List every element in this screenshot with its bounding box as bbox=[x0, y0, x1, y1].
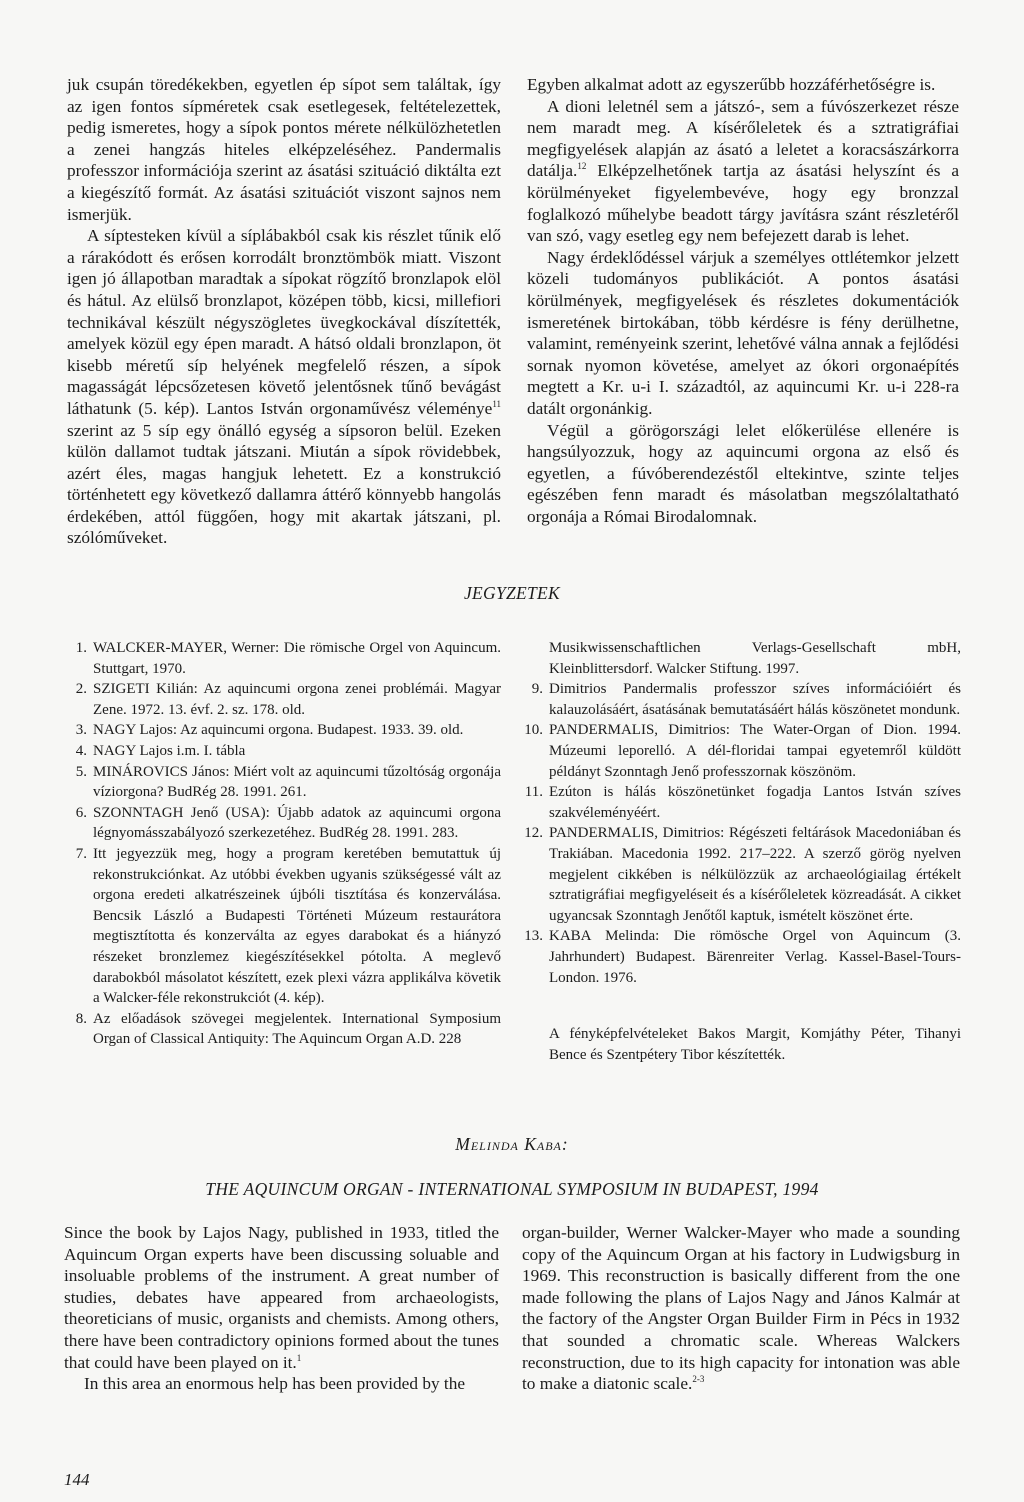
paragraph-text: organ-builder, Werner Walcker-Mayer who made a sounding copy of the Aquincum Organ at his factory in Ludwigsburg in 1969. This reconstruction is basically different from the one made following the plans of Lajos Nagy and János Kalmár at the factory of the Angster Organ Builder Firm in Pécs in 1932 that sounded a chromatic scale. Whereas Walckers reconstruction, due to its high capacity for intonation was able to make a diatonic scale. bbox=[522, 1223, 960, 1394]
notes-left-column bbox=[63, 638, 501, 1050]
footnote-ref: 12 bbox=[577, 161, 587, 172]
note-item bbox=[63, 762, 501, 803]
note-number: 3. bbox=[75, 722, 87, 739]
note-number: 10. bbox=[524, 722, 543, 739]
note-number: 5. bbox=[75, 763, 87, 780]
note-number: 9. bbox=[531, 681, 543, 698]
paragraph bbox=[67, 225, 501, 549]
paragraph: juk csupán töredékekben, egyetlen ép sípot sem találtak, így az igen fontos sípméretek csak esetlegesek, feltételezettek, pedig ismeretes, hogy a sípok pontos mérete nélkülözhetetlen a zenei hangzás hiteles elképzeléséhez. Pandermalis professzor információja szerint az ásatási szituáció diktálta ezt a kiegészítő formát. Az ásatási szituációt viszont sajnos nem ismerjük. bbox=[67, 75, 501, 224]
paragraph: Egyben alkalmat adott az egyszerűbb hozzáférhetőségre is. bbox=[527, 75, 936, 94]
note-item bbox=[63, 741, 501, 762]
footnote-ref: 11 bbox=[492, 399, 501, 410]
note-number: 7. bbox=[75, 845, 87, 862]
paragraph: Nagy érdeklődéssel várjuk a személyes ottlétemkor jelzett közeli tudományos publikációt. A pontos ásatási körülmények, megfigyelések és részletes dokumentációk ismeretének birtokában, több kérdésre is fény derülhetne, valamint, reményeink szerint, lehetővé válna annak a fejlődési sornak nyomon követése, amelyet az ókori orgonaépítés megtett a Kr. u-i I. századtól, az aquincumi Kr. u-i 228-ra datált orgonánkig. bbox=[527, 247, 959, 418]
page-number: 144 bbox=[64, 1470, 90, 1489]
note-text: Ezúton is hálás köszönetünket fogadja Lantos István szíves szakvéleményéért. bbox=[549, 784, 961, 821]
note-item bbox=[63, 679, 501, 720]
paragraph bbox=[64, 1222, 499, 1373]
note-item bbox=[519, 720, 961, 782]
paragraph-text: A síptesteken kívül a síplábakból csak kis részlet tűnik elő a rárakódott és erősen korrodált bronztömbök miatt. Viszont igen jó állapotban maradtak a sípokat rögzítő bronzlapok elöl és hátul. Az elülső bronzlapot, középen több, kicsi, millefiori technikával készült négyszögletes üvegkockával díszítették, amelyek közül egy épen maradt. A hátsó oldali bronzlapon, öt kisebb méretű síp helyének megfelelő részen, a sípok magasságát lépcsőzetesen követő jelentősnek tűnő bevágást láthatunk (5. kép). Lantos István orgonaművész véleménye bbox=[67, 226, 501, 418]
note-item bbox=[519, 823, 961, 926]
paragraph-text: A dioni leletnél sem a játszó-, sem a fúvószerkezet része nem maradt meg. A kísérőleletek és a sztratigráfiai megfigyelések alapján az ásató a leletet a koracsászárkorra datálja. bbox=[527, 96, 959, 181]
note-text: MINÁROVICS János: Miért volt az aquincumi tűzoltóság orgonája víziorgona? BudRég 28. 1991. 261. bbox=[93, 763, 501, 801]
note-number: 11. bbox=[524, 784, 543, 801]
note-text: SZIGETI Kilián: Az aquincumi orgona zenei problémái. Magyar Zene. 1972. 13. évf. 2. sz. 178. old. bbox=[93, 681, 501, 718]
footnote-ref: 1 bbox=[296, 1352, 302, 1363]
note-number: 2. bbox=[75, 681, 87, 698]
note-text: PANDERMALIS, Dimitrios: Régészeti feltárások Macedoniában és Trakiában. Macedonia 1992. 217–222. A szerző görög nyelven megjelent cikkében is nélkülözzük az archaeológiailag értékelt sztratigráfiai megfigyeléseit és a kísérőleletek közreadását. A cikket ugyancsak Szonntagh Jenőtől kaptuk, ismételt köszönet érte. bbox=[549, 825, 961, 924]
paragraph bbox=[522, 1222, 960, 1395]
note-item bbox=[63, 1009, 501, 1050]
author-name: Melinda Kaba: bbox=[455, 1134, 569, 1154]
article-title: THE AQUINCUM ORGAN - INTERNATIONAL SYMPOSIUM IN BUDAPEST, 1994 bbox=[205, 1179, 819, 1199]
note-item bbox=[63, 844, 501, 1009]
note-text: Itt jegyezzük meg, hogy a program keretében bemutattuk új rekonstrukciónkat. Az utóbbi években ugyanis szükségessé vált az orgona eredeti alkatrészeinek újbóli tisztítása és konzerválása. Bencsik László a Budapesti Történeti Múzeum restaurátora megtisztította és konzerválta az egyes darabokat és a hiányzó részeket bronzlemez kiegészítésekkel pótolta. A meglevő darabokból másolatot készített, ezek plexi vázra applikálva követik a Walcker-féle rekonstrukciót (4. kép). bbox=[93, 845, 501, 1007]
hungarian-left-column bbox=[67, 74, 501, 549]
note-number: 6. bbox=[75, 804, 87, 821]
note-item bbox=[63, 638, 501, 679]
english-left-column bbox=[64, 1222, 499, 1395]
note-continuation: Musikwissenschaftlichen Verlags-Gesellschaft mbH, Kleinblittersdorf. Walcker Stiftung. 1997. bbox=[549, 640, 961, 677]
paragraph bbox=[527, 96, 959, 247]
note-item bbox=[63, 803, 501, 844]
footnote-ref: 2-3 bbox=[692, 1374, 705, 1385]
notes-heading: JEGYZETEK bbox=[463, 583, 561, 603]
note-text: KABA Melinda: Die römösche Orgel von Aquincum (3. Jahrhundert) Budapest. Bärenreiter Verlag. Kassel-Basel-Tours-London. 1976. bbox=[549, 928, 961, 986]
note-text: SZONNTAGH Jenő (USA): Újabb adatok az aquincumi orgona légnyomásszabályozó szerkezetéhez. BudRég 28. 1991. 283. bbox=[93, 804, 501, 842]
note-text: NAGY Lajos i.m. I. tábla bbox=[93, 742, 246, 759]
paragraph-text: szerint az 5 síp egy önálló egység a sípsoron belül. Ezeken külön dallamot tudtak játszani. Miután a sípok rövidebbek, azért éles, magas hangjuk lehetett. Ez a konstrukció történhetett egy következő dallamra áttérő könnyebb hangolás érdekében, attól függően, hogy mit akartak játszani, pl. szólóműveket. bbox=[67, 420, 501, 548]
note-text: NAGY Lajos: Az aquincumi orgona. Budapest. 1933. 39. old. bbox=[93, 722, 464, 739]
note-item bbox=[519, 679, 961, 720]
note-text: Dimitrios Pandermalis professzor szíves információiért és kalauzolásáért, ásatásának bemutatásáért hálás köszönetet mondunk. bbox=[549, 681, 961, 718]
paragraph-text: Since the book by Lajos Nagy, published in 1933, titled the Aquincum Organ experts have been discussing soluable and insoluable problems of the instrument. A great number of studies, debates have appeared from archaeologists, theoreticians of music, organists and chemists. Among others, there have been contradictory opinions formed about the tunes that could have been played on it. bbox=[64, 1223, 499, 1372]
note-number: 4. bbox=[75, 742, 87, 759]
english-right-column bbox=[522, 1222, 960, 1395]
note-text: PANDERMALIS, Dimitrios: The Water-Organ of Dion. 1994. Múzeumi leporelló. A dél-floridai tampai egyetemről küldött példányt Szonntagh Jenő professzornak köszönöm. bbox=[549, 722, 961, 780]
notes-right-column bbox=[519, 638, 961, 1065]
note-item bbox=[63, 720, 501, 741]
paragraph: Végül a görögországi lelet előkerülése ellenére is hangsúlyozzuk, hogy az aquincumi orgona az első és egyetlen, a fúvóberendezéstől eltekintve, szinte teljes egészében fenn maradt és másolatban megszólaltatható orgonája a Római Birodalomnak. bbox=[527, 420, 959, 526]
note-number: 12. bbox=[524, 825, 543, 842]
note-number: 13. bbox=[524, 928, 543, 945]
note-text: Az előadások szövegei megjelentek. International Symposium Organ of Classical Antiquity: The Aquincum Organ A.D. 228 bbox=[93, 1010, 501, 1048]
note-item bbox=[519, 782, 961, 823]
note-item bbox=[519, 926, 961, 988]
photo-credit: A fényképfelvételeket Bakos Margit, Komjáthy Péter, Tihanyi Bence és Szentpétery Tibor készítették. bbox=[549, 1026, 961, 1063]
note-number: 1. bbox=[75, 640, 87, 656]
paragraph: In this area an enormous help has been provided by the bbox=[84, 1374, 466, 1394]
paragraph-text: Elképzelhetőnek tartja az ásatási helyszínt és a körülményeket figyelembevéve, hogy egy bronzzal foglalkozó műhelybe beadott tárgy javításra szánt részletéről van szó, vagy esetleg egy nem befejezett darab is lehet. bbox=[527, 161, 959, 246]
hungarian-right-column bbox=[527, 74, 959, 527]
note-text: WALCKER-MAYER, Werner: Die römische Orgel von Aquincum. Stuttgart, 1970. bbox=[93, 640, 501, 677]
note-number: 8. bbox=[75, 1010, 87, 1027]
